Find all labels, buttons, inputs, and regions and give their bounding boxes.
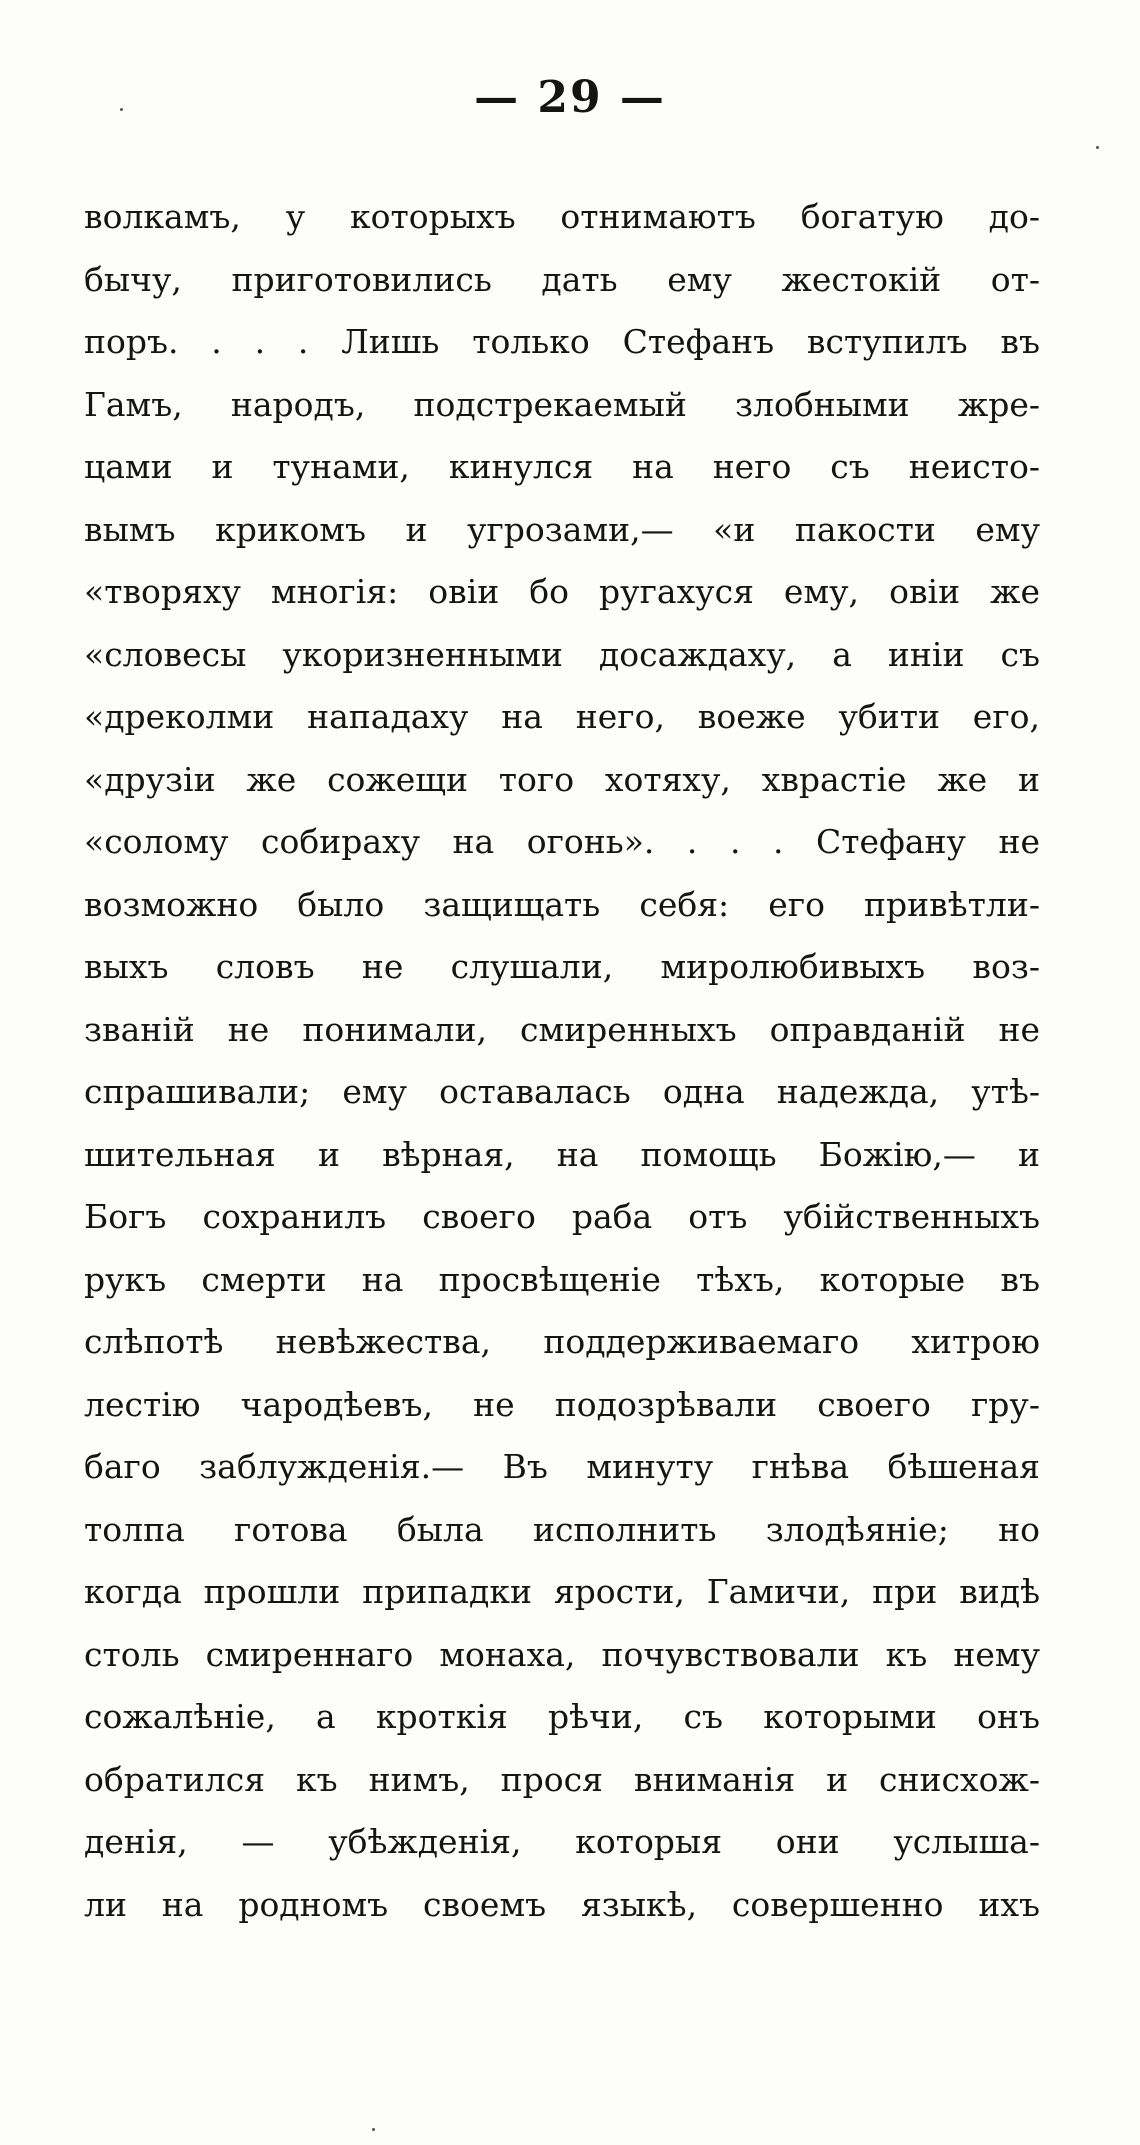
text-line: «солому собираху на огонь». . . . Стефану не bbox=[84, 822, 1040, 861]
text-line: поръ. . . . Лишь только Стефанъ вступилъ въ bbox=[84, 322, 1040, 361]
text-line: шительная и вѣрная, на помощь Божію,— и bbox=[84, 1134, 1040, 1174]
text-line: Богъ сохранилъ своего раба отъ убійственныхъ bbox=[84, 1197, 1040, 1236]
page-number: — 29 — bbox=[474, 72, 666, 123]
text-line: слѣпотѣ невѣжества, поддерживаемаго хитрою bbox=[84, 1322, 1040, 1361]
text-line: сожалѣніе, а кроткія рѣчи, съ которыми онъ bbox=[84, 1697, 1040, 1736]
text-line: волкамъ, у которыхъ отнимаютъ богатую до- bbox=[84, 197, 1040, 236]
text-line: «дреколми нападаху на него, воеже убити его, bbox=[84, 697, 1040, 736]
text-line: «творяху многія: овіи бо ругахуся ему, овіи же bbox=[84, 572, 1040, 611]
text-line: бычу, приготовились дать ему жестокій от- bbox=[84, 259, 1040, 299]
text-line: ли на родномъ своемъ языкѣ, совершенно ихъ bbox=[84, 1884, 1040, 1924]
text-line: «словесы укоризненными досаждаху, а иніи съ bbox=[84, 634, 1040, 674]
text-line: Гамъ, народъ, подстрекаемый злобными жре- bbox=[84, 384, 1040, 424]
text-line: спрашивали; ему оставалась одна надежда, утѣ- bbox=[84, 1072, 1040, 1111]
text-line: «друзіи же сожещи того хотяху, хврастіе же и bbox=[84, 759, 1040, 799]
text-line: возможно было защищать себя: его привѣтли- bbox=[84, 884, 1040, 924]
text-line: толпа готова была исполнить злодѣяніе; но bbox=[84, 1509, 1040, 1549]
text-line: выхъ словъ не слушали, миролюбивыхъ воз- bbox=[84, 947, 1040, 986]
text-line: лестію чародѣевъ, не подозрѣвали своего гру- bbox=[84, 1384, 1040, 1424]
scan-speck bbox=[120, 108, 123, 111]
text-line: столь смиреннаго монаха, почувствовали къ нему bbox=[84, 1634, 1040, 1674]
scan-speck bbox=[372, 2128, 375, 2131]
text-line: баго заблужденія.— Въ минуту гнѣва бѣшеная bbox=[84, 1447, 1040, 1486]
text-line: рукъ смерти на просвѣщеніе тѣхъ, которые въ bbox=[84, 1259, 1040, 1299]
text-line: званій не понимали, смиренныхъ оправданій не bbox=[84, 1009, 1040, 1049]
text-line: когда прошли припадки ярости, Гамичи, при видѣ bbox=[84, 1572, 1040, 1611]
text-line: вымъ крикомъ и угрозами,— «и пакости ему bbox=[84, 509, 1040, 549]
scan-speck bbox=[1096, 146, 1099, 149]
text-line: цами и тунами, кинулся на него съ неисто- bbox=[84, 447, 1040, 486]
text-line: денія, — убѣжденія, которыя они услыша- bbox=[84, 1822, 1040, 1861]
body-text bbox=[84, 186, 1040, 1936]
text-line: обратился къ нимъ, прося вниманія и снисхож- bbox=[84, 1759, 1040, 1799]
